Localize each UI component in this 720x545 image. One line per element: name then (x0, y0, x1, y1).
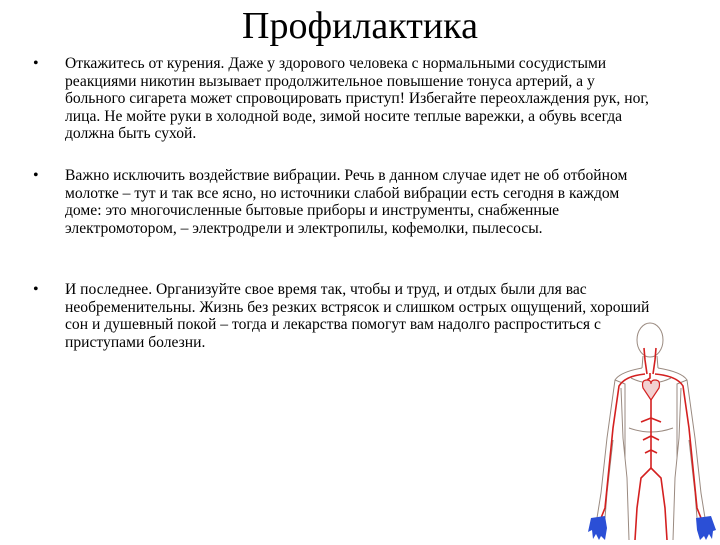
list-item-text: Откажитесь от курения. Даже у здорового человека с нормальными сосудистыми реакциями никотин вызывает продолжительное повышение тонуса артерий, а у больного сигарета может спровоцировать приступ! Избегайте переохлаждения рук, ног, лица. Не мойте руки в холодной воде, зимой носите теплые варежки, а обувь всегда должна быть сухой. (65, 55, 649, 143)
page-title: Профилактика (242, 5, 478, 47)
human-body-illustration (585, 318, 720, 540)
list-item-text: И последнее. Организуйте свое время так, чтобы и труд, и отдых были для вас необременительны. Жизнь без резких встрясок и слишком острых ощущений, хороший сон и душевный покой – тогда и лекарства помогут вам надолго распроститься с приступами болезни. (65, 281, 650, 351)
bullet-marker: • (33, 281, 39, 298)
circulatory-system-figure (585, 318, 720, 540)
bullet-marker: • (33, 55, 39, 72)
list-item-text: Важно исключить воздействие вибрации. Речь в данном случае идет не об отбойном молотке – тут и так все ясно, но источники слабой вибрации есть сегодня в каждом доме: это многочисленные бытовые приборы и инструменты, снабженные электромотором, – электродрели и электропилы, кофемолки, пылесосы. (65, 167, 628, 237)
bullet-marker: • (33, 167, 39, 184)
